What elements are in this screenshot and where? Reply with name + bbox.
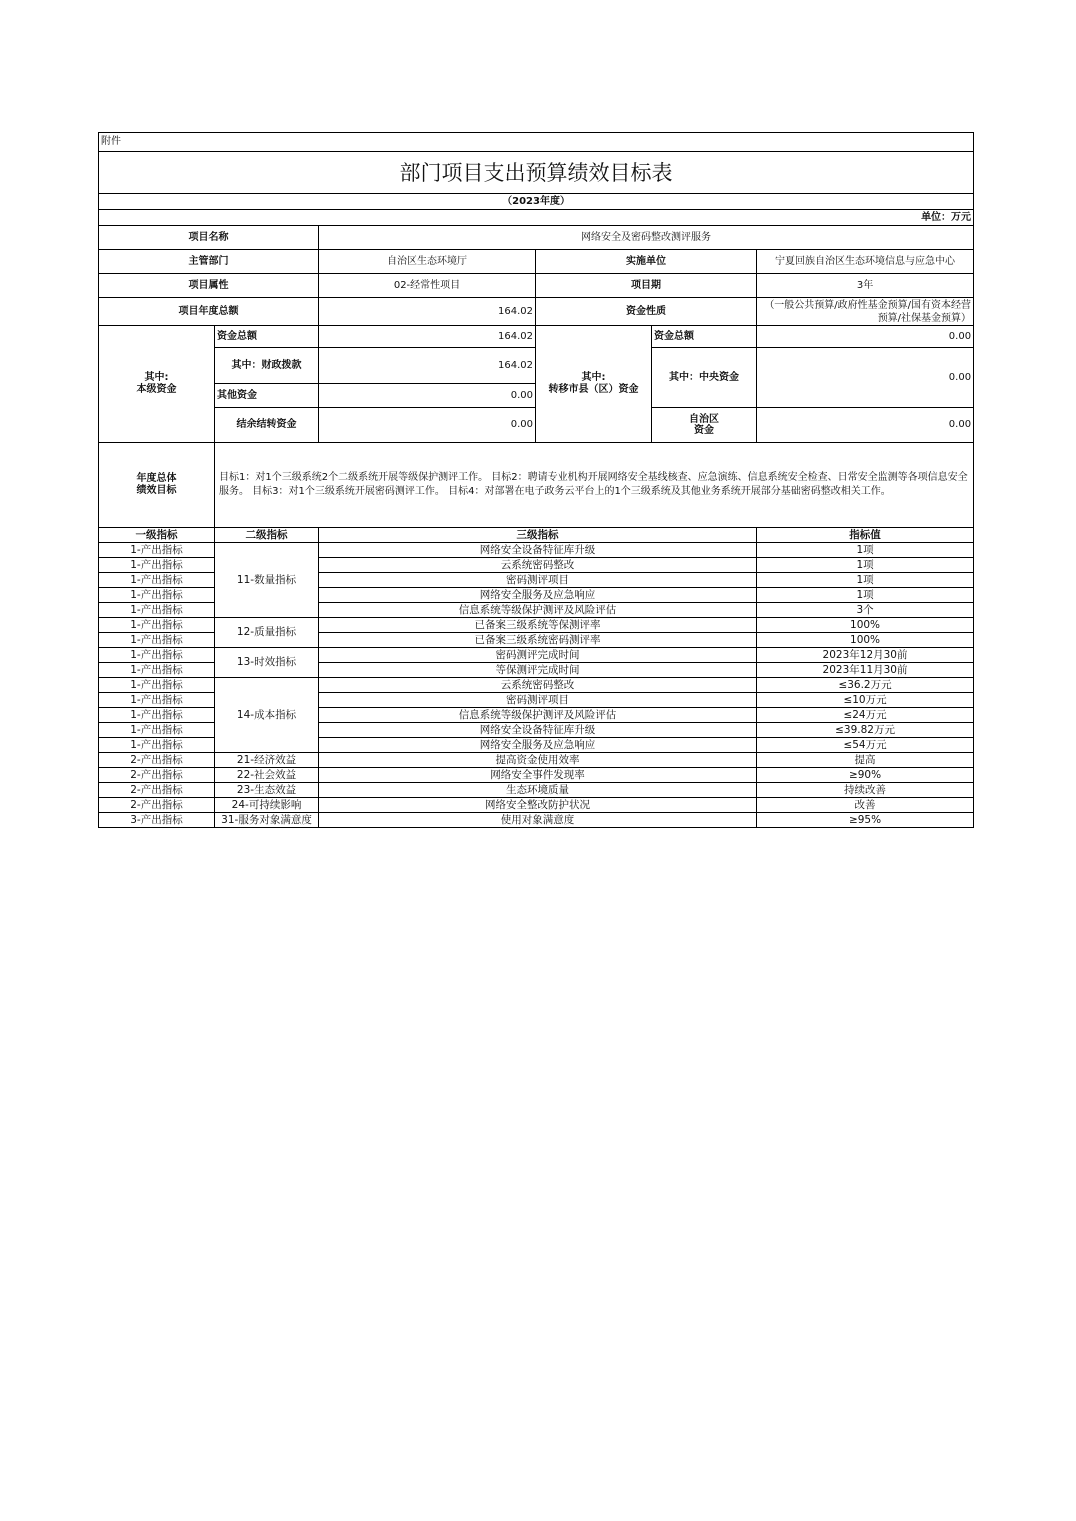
attachment-label: 附件 — [99, 133, 974, 152]
indicator-l2: 24-可持续影响 — [215, 798, 319, 813]
local-total-value: 164.02 — [319, 326, 536, 348]
indicator-l1: 1-产出指标 — [99, 693, 215, 708]
central-funds-label: 其中：中央资金 — [652, 348, 757, 408]
local-total-label: 资金总额 — [215, 326, 319, 348]
indicator-header-l3: 三级指标 — [319, 528, 757, 543]
dept-value: 自治区生态环境厅 — [319, 250, 536, 274]
indicator-row — [99, 798, 974, 813]
indicator-row — [99, 768, 974, 783]
local-funds-label: 其中: 本级资金 — [99, 326, 215, 443]
region-funds-value: 0.00 — [757, 408, 974, 443]
indicator-value: 2023年11月30前 — [757, 663, 974, 678]
indicator-l1: 1-产出指标 — [99, 633, 215, 648]
indicator-value: 改善 — [757, 798, 974, 813]
project-attr-label: 项目属性 — [99, 274, 319, 298]
indicator-l1: 3-产出指标 — [99, 813, 215, 828]
indicator-l2: 22-社会效益 — [215, 768, 319, 783]
indicator-l3: 提高资金使用效率 — [319, 753, 757, 768]
region-funds-label: 自治区 资金 — [652, 408, 757, 443]
impl-unit-value: 宁夏回族自治区生态环境信息与应急中心 — [757, 250, 974, 274]
indicator-l3: 等保测评完成时间 — [319, 663, 757, 678]
central-funds-value: 0.00 — [757, 348, 974, 408]
fiscal-label: 其中：财政拨款 — [215, 348, 319, 384]
indicator-header-l2: 二级指标 — [215, 528, 319, 543]
indicator-l3: 已备案三级系统密码测评率 — [319, 633, 757, 648]
indicator-l3: 网络安全设备特征库升级 — [319, 723, 757, 738]
project-name-value: 网络安全及密码整改测评服务 — [319, 226, 974, 250]
transfer-total-value: 0.00 — [757, 326, 974, 348]
indicator-l1: 1-产出指标 — [99, 543, 215, 558]
indicator-l3: 网络安全设备特征库升级 — [319, 543, 757, 558]
indicator-l3: 已备案三级系统等保测评率 — [319, 618, 757, 633]
indicator-value: 1项 — [757, 588, 974, 603]
indicator-l3: 网络安全服务及应急响应 — [319, 738, 757, 753]
indicator-header-l1: 一级指标 — [99, 528, 215, 543]
indicator-l1: 1-产出指标 — [99, 663, 215, 678]
indicator-l1: 1-产出指标 — [99, 618, 215, 633]
indicator-value: 持续改善 — [757, 783, 974, 798]
indicator-l3: 密码测评项目 — [319, 693, 757, 708]
carry-funds-label: 结余结转资金 — [215, 408, 319, 443]
indicator-l1: 1-产出指标 — [99, 588, 215, 603]
indicator-row — [99, 618, 974, 633]
indicator-l3: 信息系统等级保护测评及风险评估 — [319, 603, 757, 618]
indicator-l3: 云系统密码整改 — [319, 558, 757, 573]
indicator-value: 100% — [757, 618, 974, 633]
project-period-value: 3年 — [757, 274, 974, 298]
fiscal-value: 164.02 — [319, 348, 536, 384]
indicator-l2: 12-质量指标 — [215, 618, 319, 648]
budget-sheet — [98, 132, 973, 828]
indicator-l1: 1-产出指标 — [99, 723, 215, 738]
performance-table — [98, 132, 974, 828]
indicator-value: 2023年12月30前 — [757, 648, 974, 663]
project-name-label: 项目名称 — [99, 226, 319, 250]
indicator-value: ≤36.2万元 — [757, 678, 974, 693]
indicator-l2: 13-时效指标 — [215, 648, 319, 678]
indicator-l1: 1-产出指标 — [99, 738, 215, 753]
indicator-row — [99, 813, 974, 828]
indicator-value: 1项 — [757, 543, 974, 558]
indicator-row — [99, 753, 974, 768]
annual-total-value: 164.02 — [319, 298, 536, 326]
indicator-value: 1项 — [757, 573, 974, 588]
indicator-value: ≥90% — [757, 768, 974, 783]
indicator-row — [99, 543, 974, 558]
indicator-l1: 2-产出指标 — [99, 753, 215, 768]
indicator-l2: 11-数量指标 — [215, 543, 319, 618]
annual-goal-text: 目标1：对1个三级系统2个二级系统开展等级保护测评工作。 目标2：聘请专业机构开展网络安全基线核查、应急演练、信息系统安全检查、日常安全监测等各项信息安全服务。 目标3：对1个三级系统开展密码测评工作。 目标4：对部署在电子政务云平台上的1个三级系统及其他业务系统开展部分基础密码整改相关工作。 — [215, 443, 974, 528]
transfer-total-label: 资金总额 — [652, 326, 757, 348]
indicator-l2: 23-生态效益 — [215, 783, 319, 798]
indicator-l3: 密码测评项目 — [319, 573, 757, 588]
indicator-l1: 1-产出指标 — [99, 558, 215, 573]
project-attr-value: 02-经常性项目 — [319, 274, 536, 298]
indicator-l3: 生态环境质量 — [319, 783, 757, 798]
indicator-l3: 密码测评完成时间 — [319, 648, 757, 663]
other-funds-label: 其他资金 — [215, 384, 319, 408]
fund-nature-label: 资金性质 — [536, 298, 757, 326]
indicator-l2: 31-服务对象满意度 — [215, 813, 319, 828]
unit-label: 单位：万元 — [99, 210, 974, 226]
indicator-l1: 1-产出指标 — [99, 648, 215, 663]
indicator-l3: 网络安全整改防护状况 — [319, 798, 757, 813]
indicator-value: ≤39.82万元 — [757, 723, 974, 738]
indicator-l2: 14-成本指标 — [215, 678, 319, 753]
indicator-value: ≤24万元 — [757, 708, 974, 723]
indicator-value: 100% — [757, 633, 974, 648]
annual-total-label: 项目年度总额 — [99, 298, 319, 326]
year-label: （2023年度） — [99, 194, 974, 210]
indicator-value: 3个 — [757, 603, 974, 618]
indicator-l1: 2-产出指标 — [99, 768, 215, 783]
indicator-l1: 1-产出指标 — [99, 603, 215, 618]
annual-goal-label: 年度总体 绩效目标 — [99, 443, 215, 528]
indicator-l3: 信息系统等级保护测评及风险评估 — [319, 708, 757, 723]
impl-unit-label: 实施单位 — [536, 250, 757, 274]
indicator-l3: 网络安全服务及应急响应 — [319, 588, 757, 603]
page-title: 部门项目支出预算绩效目标表 — [99, 152, 974, 194]
indicator-row — [99, 783, 974, 798]
indicator-l1: 1-产出指标 — [99, 678, 215, 693]
indicator-l3: 使用对象满意度 — [319, 813, 757, 828]
indicator-l1: 2-产出指标 — [99, 783, 215, 798]
indicator-value: ≥95% — [757, 813, 974, 828]
dept-label: 主管部门 — [99, 250, 319, 274]
indicator-l1: 1-产出指标 — [99, 708, 215, 723]
indicator-l1: 2-产出指标 — [99, 798, 215, 813]
indicator-value: ≤54万元 — [757, 738, 974, 753]
indicator-value: 提高 — [757, 753, 974, 768]
indicator-l1: 1-产出指标 — [99, 573, 215, 588]
indicator-value: 1项 — [757, 558, 974, 573]
indicator-header-value: 指标值 — [757, 528, 974, 543]
indicator-l3: 云系统密码整改 — [319, 678, 757, 693]
transfer-funds-label: 其中: 转移市县（区）资金 — [536, 326, 652, 443]
project-period-label: 项目期 — [536, 274, 757, 298]
carry-funds-value: 0.00 — [319, 408, 536, 443]
indicator-l2: 21-经济效益 — [215, 753, 319, 768]
other-funds-value: 0.00 — [319, 384, 536, 408]
indicator-row — [99, 648, 974, 663]
fund-nature-value: （一般公共预算/政府性基金预算/国有资本经营预算/社保基金预算） — [757, 298, 974, 326]
indicator-l3: 网络安全事件发现率 — [319, 768, 757, 783]
indicator-row — [99, 678, 974, 693]
indicator-value: ≤10万元 — [757, 693, 974, 708]
